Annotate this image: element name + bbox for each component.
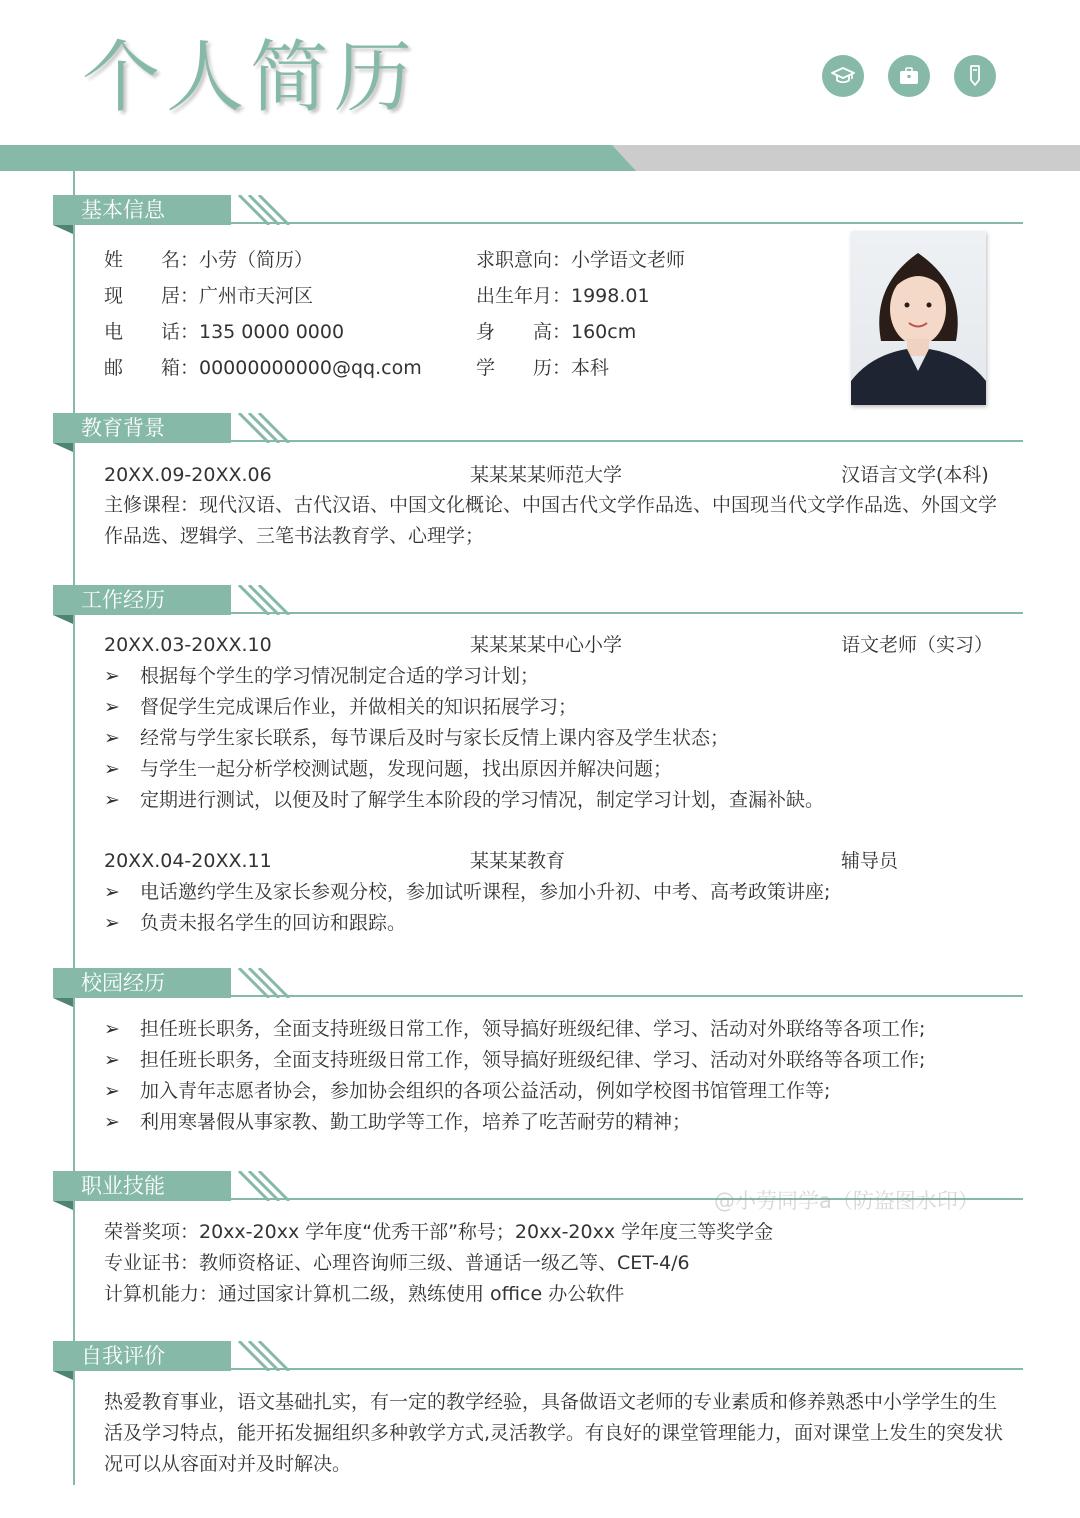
skills-certs: 专业证书：教师资格证、心理咨询师三级、普通话一级乙等、CET-4/6 bbox=[104, 1252, 690, 1274]
job-intent-value: 小学语文老师 bbox=[571, 249, 686, 271]
education-period: 20XX.09-20XX.06 bbox=[104, 464, 272, 486]
address-key-1: 现 bbox=[104, 285, 124, 307]
section-title: 教育背景 bbox=[81, 416, 165, 440]
arrow-bullet-icon: ➢ bbox=[104, 665, 120, 687]
job2-org: 某某某教育 bbox=[470, 850, 566, 872]
list-item: ➢ 加入青年志愿者协会，参加协会组织的各项公益活动，例如学校图书馆管理工作等; bbox=[104, 1080, 831, 1102]
degree-key-2: 历： bbox=[533, 357, 572, 379]
section-header-self bbox=[53, 1341, 1023, 1375]
job2-period: 20XX.04-20XX.11 bbox=[104, 850, 272, 872]
birth-key: 出生年月： bbox=[476, 285, 572, 307]
arrow-bullet-icon: ➢ bbox=[104, 1080, 120, 1102]
phone-value: 135 0000 0000 bbox=[199, 321, 345, 343]
arrow-bullet-icon: ➢ bbox=[104, 758, 120, 780]
education-major: 汉语言文学(本科) bbox=[841, 464, 989, 486]
list-item: ➢ 定期进行测试，以便及时了解学生本阶段的学习情况，制定学习计划，查漏补缺。 bbox=[104, 789, 825, 811]
job1-org: 某某某某中心小学 bbox=[470, 634, 623, 656]
list-item: ➢ 电话邀约学生及家长参观分校，参加试听课程，参加小升初、中考、高考政策讲座; bbox=[104, 881, 831, 903]
job1-period: 20XX.03-20XX.10 bbox=[104, 634, 272, 656]
arrow-bullet-icon: ➢ bbox=[104, 912, 120, 934]
job2-role: 辅导员 bbox=[841, 850, 899, 872]
section-title: 基本信息 bbox=[81, 198, 165, 222]
section-header-education bbox=[53, 413, 1023, 447]
email-value: 00000000000@qq.com bbox=[199, 357, 422, 379]
resume-title: 个人简历 bbox=[82, 33, 419, 123]
timeline-line bbox=[73, 170, 75, 1485]
briefcase-icon bbox=[888, 55, 930, 97]
name-key-1: 姓 bbox=[104, 249, 124, 271]
section-title: 校园经历 bbox=[81, 971, 165, 995]
arrow-bullet-icon: ➢ bbox=[104, 696, 120, 718]
email-key-1: 邮 bbox=[104, 357, 124, 379]
height-key-2: 高： bbox=[533, 321, 572, 343]
list-item: ➢ 根据每个学生的学习情况制定合适的学习计划； bbox=[104, 665, 540, 687]
degree-value: 本科 bbox=[571, 357, 610, 379]
list-item: ➢ 与学生一起分析学校测试题，发现问题，找出原因并解决问题； bbox=[104, 758, 673, 780]
job-intent-key: 求职意向： bbox=[476, 249, 572, 271]
skills-computer: 计算机能力：通过国家计算机二级，熟练使用 office 办公软件 bbox=[104, 1283, 625, 1305]
education-courses: 主修课程：现代汉语、古代汉语、中国文化概论、中国古代文学作品选、中国现当代文学作品选、外国文学作品选、逻辑学、三笔书法教育学、心理学； bbox=[104, 494, 998, 547]
skills-awards: 荣誉奖项：20xx-20xx 学年度“优秀干部”称号；20xx-20xx 学年度三等奖学金 bbox=[104, 1221, 774, 1243]
profile-photo bbox=[851, 231, 986, 405]
address-value: 广州市天河区 bbox=[199, 285, 314, 307]
height-key-1: 身 bbox=[476, 321, 496, 343]
address-key-2: 居： bbox=[161, 285, 200, 307]
section-title: 职业技能 bbox=[81, 1174, 165, 1198]
watermark: @小劳同学a（防盗图水印） bbox=[714, 1189, 979, 1213]
list-item: ➢ 负责未报名学生的回访和跟踪。 bbox=[104, 912, 407, 934]
email-key-2: 箱： bbox=[161, 357, 200, 379]
height-value: 160cm bbox=[571, 321, 637, 343]
arrow-bullet-icon: ➢ bbox=[104, 727, 120, 749]
education-school: 某某某某师范大学 bbox=[470, 464, 623, 486]
arrow-bullet-icon: ➢ bbox=[104, 789, 120, 811]
degree-key-1: 学 bbox=[476, 357, 496, 379]
list-item: ➢ 经常与学生家长联系，每节课后及时与家长反情上课内容及学生状态； bbox=[104, 727, 730, 749]
arrow-bullet-icon: ➢ bbox=[104, 1018, 120, 1040]
list-item: ➢ 利用寒暑假从事家教、勤工助学等工作，培养了吃苦耐劳的精神； bbox=[104, 1111, 692, 1133]
arrow-bullet-icon: ➢ bbox=[104, 1111, 120, 1133]
phone-key-1: 电 bbox=[104, 321, 124, 343]
section-header-work bbox=[53, 585, 1023, 619]
job1-role: 语文老师（实习） bbox=[841, 634, 994, 656]
phone-key-2: 话： bbox=[161, 321, 200, 343]
graduation-cap-icon bbox=[822, 55, 864, 97]
birth-value: 1998.01 bbox=[571, 285, 650, 307]
header-icons bbox=[822, 55, 996, 97]
list-item: ➢ 督促学生完成课后作业，并做相关的知识拓展学习； bbox=[104, 696, 578, 718]
arrow-bullet-icon: ➢ bbox=[104, 1049, 120, 1071]
header-band bbox=[0, 145, 1080, 171]
pencil-icon bbox=[954, 55, 996, 97]
section-header-campus bbox=[53, 968, 1023, 1002]
arrow-bullet-icon: ➢ bbox=[104, 881, 120, 903]
section-title: 工作经历 bbox=[81, 588, 165, 612]
section-title: 自我评价 bbox=[81, 1344, 165, 1368]
list-item: ➢ 担任班长职务，全面支持班级日常工作，领导搞好班级纪律、学习、活动对外联络等各项工作; bbox=[104, 1018, 926, 1040]
self-evaluation-text: 热爱教育事业，语文基础扎实，有一定的教学经验，具备做语文老师的专业素质和修养熟悉中小学学生的生活及学习特点，能开拓发掘组织多种敦学方式,灵活教学。有良好的课堂管理能力，面对课堂上发生的突发状况可以从容面对并及时解决。 bbox=[104, 1391, 1004, 1475]
name-value: 小劳（简历） bbox=[199, 249, 314, 271]
name-key-2: 名： bbox=[161, 249, 200, 271]
list-item: ➢ 担任班长职务，全面支持班级日常工作，领导搞好班级纪律、学习、活动对外联络等各项工作; bbox=[104, 1049, 926, 1071]
section-header-basic bbox=[53, 195, 1023, 229]
